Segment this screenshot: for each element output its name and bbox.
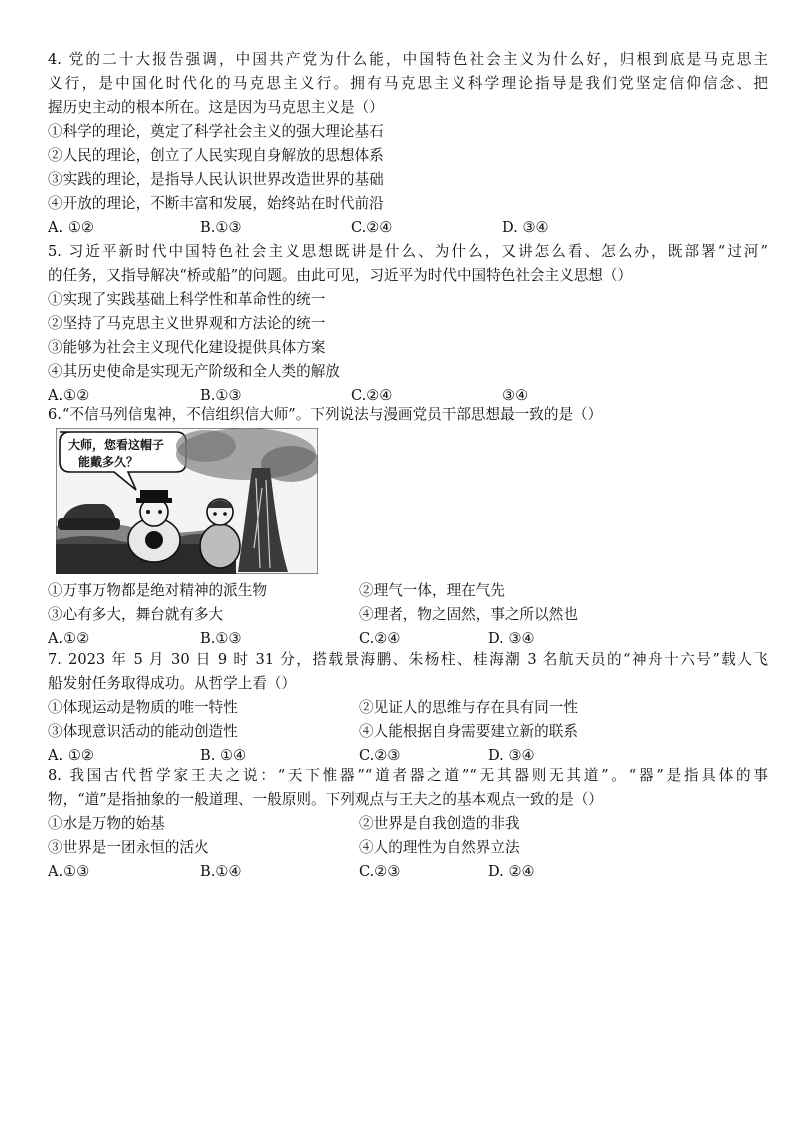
option-a[interactable]: A.①② — [48, 387, 90, 404]
statement: ②世界是自我创造的非我 — [359, 815, 520, 832]
statement-row — [48, 836, 768, 860]
option-d[interactable]: ③④ — [502, 387, 529, 404]
question-stem-line: 握历史主动的根本所在。这是因为马克思主义是（） — [48, 99, 384, 116]
statement: ②人民的理论，创立了人民实现自身解放的思想体系 — [48, 147, 384, 164]
statement-row — [48, 720, 768, 744]
answer-options — [48, 860, 768, 884]
statement: ①实现了实践基础上科学性和革命性的统一 — [48, 291, 326, 308]
question-8 — [48, 764, 768, 884]
option-d[interactable]: D. ③④ — [488, 747, 535, 764]
option-b[interactable]: B.①③ — [200, 387, 242, 404]
question-stem-line: 8. 我国古代哲学家王夫之说：“天下惟器”“道者器之道”“无其器则无其道”。“器”是指具体的事 — [48, 767, 768, 784]
statement: ②理气一体，理在气先 — [359, 582, 505, 599]
statement: ④理者，物之固然，事之所以然也 — [359, 606, 578, 623]
statement: ④人能根据自身需要建立新的联系 — [359, 723, 578, 740]
option-a[interactable]: A.①② — [48, 630, 90, 647]
statement: ①科学的理论，奠定了科学社会主义的强大理论基石 — [48, 123, 384, 140]
bubble-text-line-2: 能戴多久？ — [78, 455, 139, 469]
option-c[interactable]: C.②④ — [351, 219, 393, 236]
question-stem-line: 6.“不信马列信鬼神，不信组织信大师”。下列说法与漫画党员干部思想最一致的是（） — [48, 406, 603, 423]
statement-row — [48, 579, 768, 603]
question-7 — [48, 648, 768, 768]
question-6-body — [48, 579, 768, 651]
answer-options — [48, 216, 768, 240]
statement: ③心有多大，舞台就有多大 — [48, 606, 224, 623]
option-c[interactable]: C.②③ — [359, 863, 401, 880]
question-stem-line: 船发射任务取得成功。从哲学上看（） — [48, 675, 297, 692]
statement: ④人的理性为自然界立法 — [359, 839, 520, 856]
option-a[interactable]: A.①③ — [48, 863, 90, 880]
question-stem-line: 7. 2023 年 5 月 30 日 9 时 31 分，搭载景海鹏、朱杨柱、桂海潮 3 名航天员的“神舟十六号”载人飞 — [48, 651, 768, 668]
statement: ③世界是一团永恒的活火 — [48, 839, 209, 856]
statement: ②见证人的思维与存在具有同一性 — [359, 699, 578, 716]
statement: ①万事万物都是绝对精神的派生物 — [48, 582, 267, 599]
statement: ③实践的理论，是指导人民认识世界改造世界的基础 — [48, 171, 384, 188]
statement-row — [48, 603, 768, 627]
question-6 — [48, 403, 768, 427]
question-stem-line: 的任务，又指导解决“桥或船”的问题。由此可见，习近平为时代中国特色社会主义思想（） — [48, 267, 633, 284]
statement-row — [48, 696, 768, 720]
cartoon-image — [56, 428, 318, 574]
statement: ④其历史使命是实现无产阶级和全人类的解放 — [48, 363, 340, 380]
option-c[interactable]: C.②④ — [351, 387, 393, 404]
question-5 — [48, 240, 768, 408]
statement: ①水是万物的始基 — [48, 815, 165, 832]
statement: ③能够为社会主义现代化建设提供具体方案 — [48, 339, 326, 356]
option-b[interactable]: B.①④ — [200, 863, 242, 880]
question-stem-line: 义行，是中国化时代化的马克思主义行。拥有马克思主义科学理论指导是我们党坚定信仰信念、把 — [48, 75, 768, 92]
option-c[interactable]: C.②③ — [359, 747, 401, 764]
question-stem-line: 物，“道”是指抽象的一般道理、一般原则。下列观点与王夫之的基本观点一致的是（） — [48, 791, 603, 808]
option-a[interactable]: A. ①② — [48, 219, 94, 236]
option-b[interactable]: B.①③ — [200, 630, 242, 647]
statement: ③体现意识活动的能动创造性 — [48, 723, 238, 740]
option-a[interactable]: A. ①② — [48, 747, 94, 764]
statement: ④开放的理论，不断丰富和发展，始终站在时代前沿 — [48, 195, 384, 212]
option-d[interactable]: D. ②④ — [488, 863, 535, 880]
question-stem-line: 5. 习近平新时代中国特色社会主义思想既讲是什么、为什么，又讲怎么看、怎么办，既部署“过河” — [48, 243, 768, 260]
option-b[interactable]: B.①③ — [200, 219, 242, 236]
option-d[interactable]: D. ③④ — [502, 219, 549, 236]
option-c[interactable]: C.②④ — [359, 630, 401, 647]
option-b[interactable]: B. ①④ — [200, 747, 247, 764]
question-4 — [48, 48, 768, 240]
bubble-text-line-1: 大师，您看这帽子 — [68, 438, 165, 452]
statement: ①体现运动是物质的唯一特性 — [48, 699, 238, 716]
option-d[interactable]: D. ③④ — [488, 630, 535, 647]
statement-row — [48, 812, 768, 836]
question-stem-line: 4. 党的二十大报告强调，中国共产党为什么能，中国特色社会主义为什么好，归根到底是马克思主 — [48, 51, 768, 68]
statement: ②坚持了马克思主义世界观和方法论的统一 — [48, 315, 326, 332]
